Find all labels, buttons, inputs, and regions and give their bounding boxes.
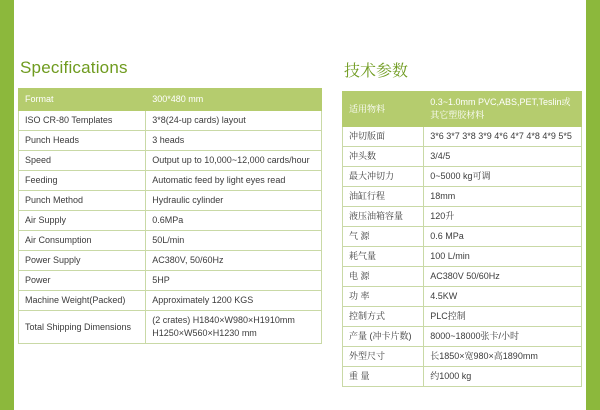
table-row (343, 147, 582, 167)
table-row (343, 347, 582, 367)
table-row (343, 227, 582, 247)
table-row (19, 151, 322, 171)
table-row (343, 327, 582, 347)
table-row (19, 191, 322, 211)
table-header-cell-label: Format (19, 89, 146, 111)
table-row (343, 127, 582, 147)
table-header-cell-value: 0.3~1.0mm PVC,ABS,PET,Teslin或其它塑胶材料 (424, 92, 582, 127)
row-label: Speed (19, 151, 146, 171)
table-header-cell-label: 适用物料 (343, 92, 424, 127)
table-header-cell-value: 300*480 mm (146, 89, 322, 111)
row-label: ISO CR-80 Templates (19, 111, 146, 131)
row-value: Approximately 1200 KGS (146, 291, 322, 311)
english-table-body (19, 89, 322, 344)
row-label: 外型尺寸 (343, 347, 424, 367)
row-label: 重 量 (343, 367, 424, 387)
table-header-row (343, 92, 582, 127)
row-value: 8000~18000张卡/小时 (424, 327, 582, 347)
row-value: 3*6 3*7 3*8 3*9 4*6 4*7 4*8 4*9 5*5 (424, 127, 582, 147)
row-label: 产量 (冲卡片数) (343, 327, 424, 347)
chinese-specifications-column (332, 0, 586, 410)
table-row (19, 311, 322, 344)
row-label: 电 源 (343, 267, 424, 287)
row-label: 功 率 (343, 287, 424, 307)
row-value: AC380V, 50/60Hz (146, 251, 322, 271)
row-value: Automatic feed by light eyes read (146, 171, 322, 191)
row-value: 3/4/5 (424, 147, 582, 167)
row-label: Air Consumption (19, 231, 146, 251)
table-row (19, 251, 322, 271)
row-value: Hydraulic cylinder (146, 191, 322, 211)
table-row (343, 287, 582, 307)
row-label: Air Supply (19, 211, 146, 231)
table-row (343, 267, 582, 287)
row-label: Total Shipping Dimensions (19, 311, 146, 344)
row-value: 4.5KW (424, 287, 582, 307)
table-row (19, 271, 322, 291)
row-value: 长1850×宽980×高1890mm (424, 347, 582, 367)
row-label: 冲头数 (343, 147, 424, 167)
row-value: 100 L/min (424, 247, 582, 267)
row-value: 0.6 MPa (424, 227, 582, 247)
table-row (19, 131, 322, 151)
row-value: 约1000 kg (424, 367, 582, 387)
row-label: 液压油箱容量 (343, 207, 424, 227)
row-value: 0~5000 kg可调 (424, 167, 582, 187)
row-label: Feeding (19, 171, 146, 191)
table-row (19, 171, 322, 191)
left-green-band (0, 0, 14, 410)
row-value: 0.6MPa (146, 211, 322, 231)
row-label: 油缸行程 (343, 187, 424, 207)
row-label: 控制方式 (343, 307, 424, 327)
row-label: 最大冲切力 (343, 167, 424, 187)
table-row (343, 167, 582, 187)
row-label: Machine Weight(Packed) (19, 291, 146, 311)
table-row (343, 367, 582, 387)
table-row (343, 247, 582, 267)
row-label: 冲切版面 (343, 127, 424, 147)
chinese-table-body (343, 92, 582, 387)
table-row (343, 307, 582, 327)
content-area (14, 0, 586, 410)
row-label: Power Supply (19, 251, 146, 271)
page-title-chinese: 技术参数 (344, 63, 409, 80)
row-label: Punch Heads (19, 131, 146, 151)
row-value: (2 crates) H1840×W980×H1910mm H1250×W560×H1230 mm (146, 311, 322, 344)
row-label: Punch Method (19, 191, 146, 211)
chinese-specifications-table (342, 91, 582, 387)
row-value: 3 heads (146, 131, 322, 151)
row-label: 耗气量 (343, 247, 424, 267)
row-value: 50L/min (146, 231, 322, 251)
english-specifications-column (14, 0, 332, 410)
row-value: 18mm (424, 187, 582, 207)
table-row (19, 291, 322, 311)
row-value: AC380V 50/60Hz (424, 267, 582, 287)
row-value: 5HP (146, 271, 322, 291)
row-label: Power (19, 271, 146, 291)
table-header-row (19, 89, 322, 111)
row-value: 120升 (424, 207, 582, 227)
row-value: Output up to 10,000~12,000 cards/hour (146, 151, 322, 171)
table-row (19, 231, 322, 251)
page-title-english: Specifications (20, 58, 128, 77)
english-specifications-table (18, 88, 322, 344)
row-label: 气 源 (343, 227, 424, 247)
table-row (19, 211, 322, 231)
row-value: PLC控制 (424, 307, 582, 327)
right-green-band (586, 0, 600, 410)
row-value: 3*8(24-up cards) layout (146, 111, 322, 131)
table-row (19, 111, 322, 131)
table-row (343, 207, 582, 227)
table-row (343, 187, 582, 207)
